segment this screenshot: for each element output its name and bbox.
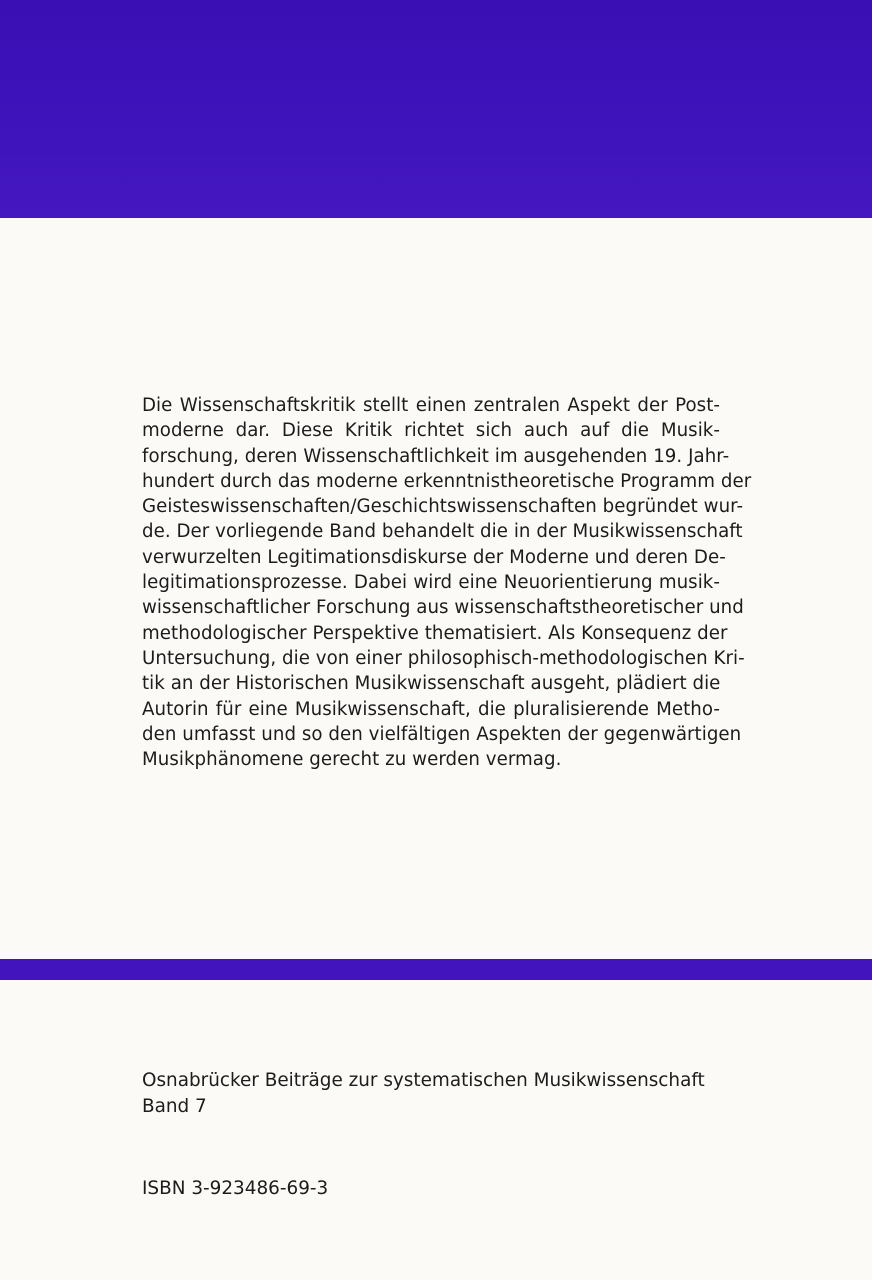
- blurb-line: forschung, deren Wissenschaftlichkeit im ausgehenden 19. Jahr-: [142, 445, 730, 467]
- blurb-line: wissenschaftlicher Forschung aus wissenschaftstheoretischer und: [142, 597, 744, 619]
- series-title: Osnabrücker Beiträge zur systematischen Musikwissenschaft: [142, 1070, 705, 1091]
- blurb-line: hundert durch das moderne erkenntnistheoretische Programm der: [142, 470, 752, 492]
- blurb-line: Untersuchung, die von einer philosophisch-methodologischen Kri-: [142, 647, 745, 669]
- blurb-line: de. Der vorliegende Band behandelt die in der Musikwissenschaft: [142, 521, 743, 543]
- blurb-line: Geisteswissenschaften/Geschichtswissenschaften begründet wur-: [142, 496, 744, 518]
- blurb-line: verwurzelten Legitimationsdiskurse der Moderne und deren De-: [142, 546, 726, 568]
- isbn-number: ISBN 3-923486-69-3: [142, 1178, 329, 1199]
- blurb-line: tik an der Historischen Musikwissenschaft ausgeht, plädiert die: [142, 673, 721, 695]
- top-color-band: [0, 0, 872, 218]
- series-volume: Band 7: [142, 1095, 207, 1117]
- series-info: [142, 1068, 705, 1119]
- back-cover-blurb: [142, 393, 752, 772]
- divider-color-band: [0, 959, 872, 980]
- blurb-line: Musikphänomene gerecht zu werden vermag.: [142, 749, 562, 771]
- blurb-line: methodologischer Perspektive thematisiert. Als Konsequenz der: [142, 622, 728, 644]
- blurb-line: moderne dar. Diese Kritik richtet sich auch auf die Musik-: [142, 420, 720, 442]
- blurb-line: Die Wissenschaftskritik stellt einen zentralen Aspekt der Post-: [142, 395, 720, 416]
- blurb-line: Autorin für eine Musikwissenschaft, die pluralisierende Metho-: [142, 698, 720, 720]
- blurb-line: den umfasst und so den vielfältigen Aspekten der gegenwärtigen: [142, 723, 742, 745]
- blurb-line: legitimationsprozesse. Dabei wird eine Neuorientierung musik-: [142, 572, 720, 594]
